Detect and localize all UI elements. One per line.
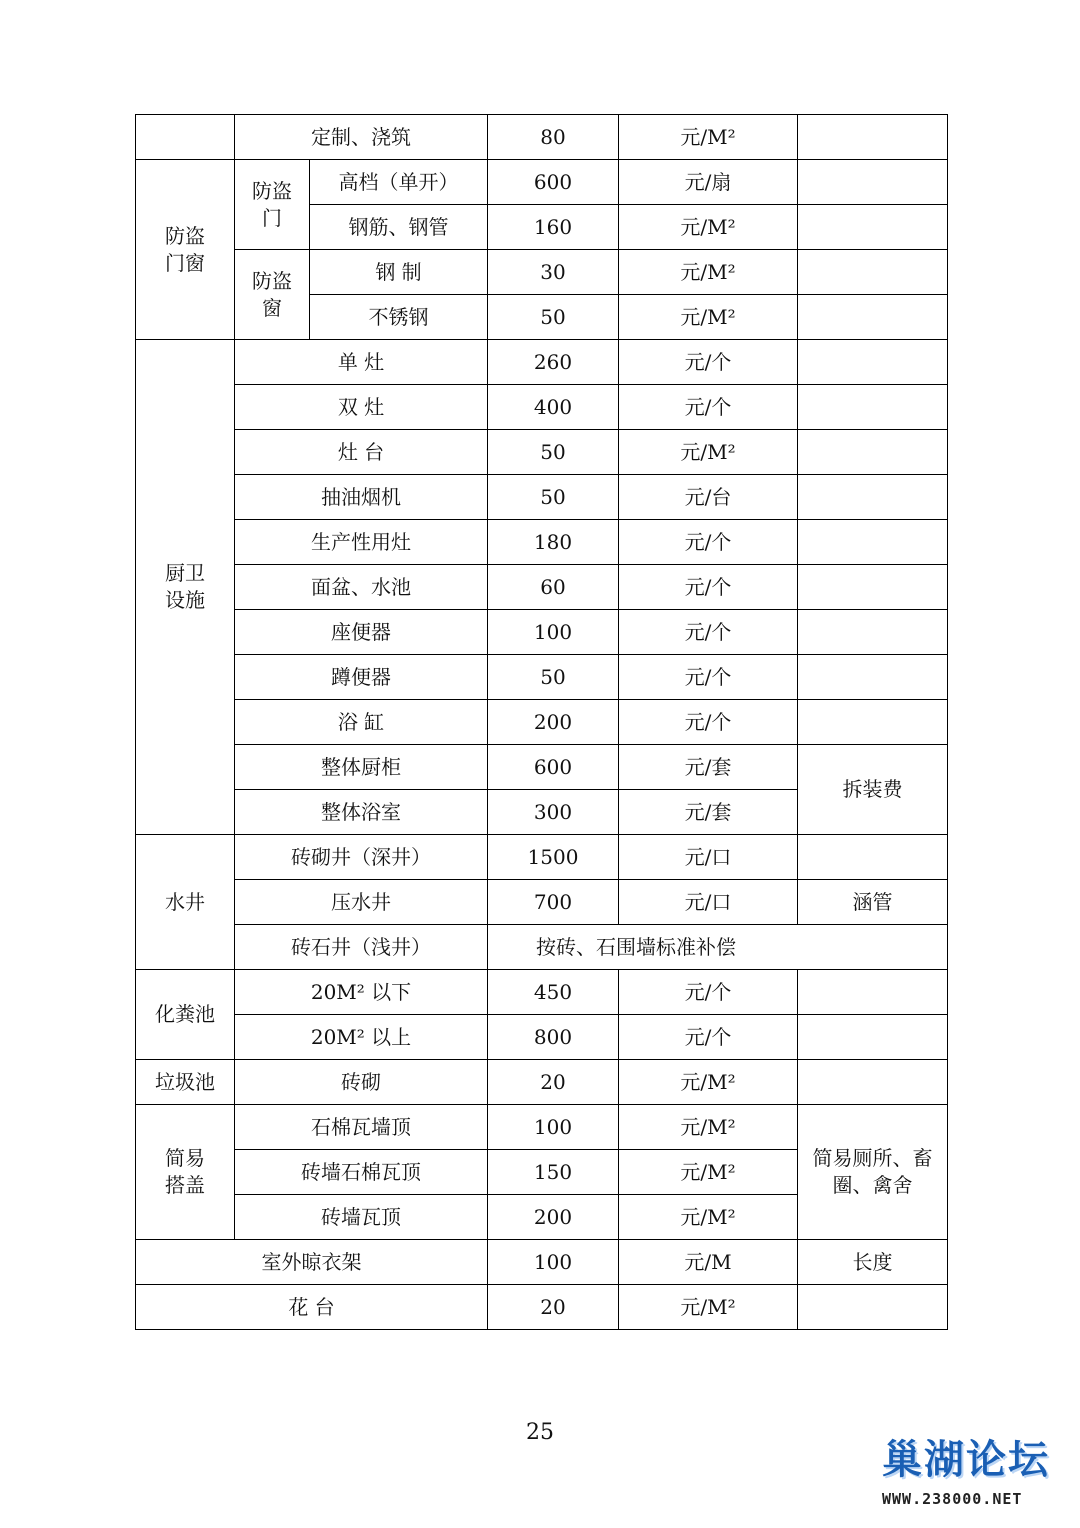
item-cell: 双 灶 bbox=[235, 385, 488, 430]
table-row bbox=[136, 925, 948, 970]
unit-cell: 元/个 bbox=[619, 610, 798, 655]
unit-cell: 元/M² bbox=[619, 1150, 798, 1195]
note-cell bbox=[798, 700, 948, 745]
unit-cell: 元/套 bbox=[619, 790, 798, 835]
unit-cell: 元/扇 bbox=[619, 160, 798, 205]
subgroup-cell bbox=[235, 250, 310, 340]
value-cell: 100 bbox=[488, 610, 619, 655]
value-cell: 80 bbox=[488, 115, 619, 160]
unit-cell: 元/M² bbox=[619, 1060, 798, 1105]
note-cell bbox=[798, 115, 948, 160]
value-cell: 400 bbox=[488, 385, 619, 430]
unit-cell: 元/个 bbox=[619, 700, 798, 745]
table-row bbox=[136, 385, 948, 430]
item-cell: 浴 缸 bbox=[235, 700, 488, 745]
table-row bbox=[136, 475, 948, 520]
value-cell: 600 bbox=[488, 745, 619, 790]
unit-cell: 元/口 bbox=[619, 835, 798, 880]
table-row bbox=[136, 115, 948, 160]
group-label: 厨卫设施 bbox=[165, 561, 205, 612]
note-cell bbox=[798, 385, 948, 430]
item-cell: 定制、浇筑 bbox=[235, 115, 488, 160]
value-cell: 30 bbox=[488, 250, 619, 295]
note-cell: 拆装费 bbox=[798, 745, 948, 835]
note-cell bbox=[798, 565, 948, 610]
unit-cell: 元/个 bbox=[619, 655, 798, 700]
table-row bbox=[136, 160, 948, 205]
subgroup-cell bbox=[235, 160, 310, 250]
note-cell bbox=[798, 160, 948, 205]
unit-cell: 元/M² bbox=[619, 295, 798, 340]
group-cell bbox=[136, 115, 235, 160]
table-row bbox=[136, 700, 948, 745]
item-cell: 面盆、水池 bbox=[235, 565, 488, 610]
table-row bbox=[136, 565, 948, 610]
unit-cell: 元/M² bbox=[619, 1285, 798, 1330]
table-row bbox=[136, 880, 948, 925]
item-cell: 20M² 以上 bbox=[235, 1015, 488, 1060]
unit-cell: 元/个 bbox=[619, 1015, 798, 1060]
value-cell: 160 bbox=[488, 205, 619, 250]
item-cell: 砖砌井（深井） bbox=[235, 835, 488, 880]
unit-cell: 元/个 bbox=[619, 970, 798, 1015]
note-cell: 长度 bbox=[798, 1240, 948, 1285]
note-cell bbox=[798, 520, 948, 565]
group-cell bbox=[136, 1105, 235, 1240]
unit-cell: 元/M² bbox=[619, 250, 798, 295]
item-cell: 室外晾衣架 bbox=[136, 1240, 488, 1285]
group-cell bbox=[136, 160, 235, 340]
unit-cell: 元/M² bbox=[619, 1195, 798, 1240]
item-cell: 砖墙瓦顶 bbox=[235, 1195, 488, 1240]
value-cell: 450 bbox=[488, 970, 619, 1015]
value-cell: 180 bbox=[488, 520, 619, 565]
unit-cell: 元/个 bbox=[619, 385, 798, 430]
table-row bbox=[136, 1285, 948, 1330]
table-row bbox=[136, 1240, 948, 1285]
table-row bbox=[136, 1060, 948, 1105]
item-cell: 蹲便器 bbox=[235, 655, 488, 700]
note-cell bbox=[798, 1015, 948, 1060]
value-cell: 20 bbox=[488, 1060, 619, 1105]
unit-cell: 元/台 bbox=[619, 475, 798, 520]
value-cell: 50 bbox=[488, 655, 619, 700]
group-cell: 化粪池 bbox=[136, 970, 235, 1060]
note-cell bbox=[798, 1285, 948, 1330]
merged-value-cell: 按砖、石围墙标准补偿 bbox=[488, 925, 948, 970]
value-cell: 300 bbox=[488, 790, 619, 835]
item-cell: 石棉瓦墙顶 bbox=[235, 1105, 488, 1150]
table-row bbox=[136, 1015, 948, 1060]
unit-cell: 元/M² bbox=[619, 205, 798, 250]
fee-table bbox=[135, 114, 948, 1330]
table-row bbox=[136, 745, 948, 790]
note-cell bbox=[798, 340, 948, 385]
value-cell: 700 bbox=[488, 880, 619, 925]
value-cell: 60 bbox=[488, 565, 619, 610]
unit-cell: 元/套 bbox=[619, 745, 798, 790]
unit-cell: 元/个 bbox=[619, 520, 798, 565]
table-row bbox=[136, 1105, 948, 1150]
unit-cell: 元/M² bbox=[619, 115, 798, 160]
group-cell: 水井 bbox=[136, 835, 235, 970]
item-cell: 座便器 bbox=[235, 610, 488, 655]
item-cell: 压水井 bbox=[235, 880, 488, 925]
note-cell bbox=[798, 250, 948, 295]
note-cell bbox=[798, 970, 948, 1015]
group-cell bbox=[136, 340, 235, 835]
note-cell bbox=[798, 430, 948, 475]
note-cell bbox=[798, 205, 948, 250]
item-cell: 单 灶 bbox=[235, 340, 488, 385]
item-cell: 砖石井（浅井） bbox=[235, 925, 488, 970]
value-cell: 100 bbox=[488, 1105, 619, 1150]
value-cell: 20 bbox=[488, 1285, 619, 1330]
table-row bbox=[136, 340, 948, 385]
item-cell: 20M² 以下 bbox=[235, 970, 488, 1015]
value-cell: 600 bbox=[488, 160, 619, 205]
value-cell: 200 bbox=[488, 1195, 619, 1240]
note-cell bbox=[798, 1060, 948, 1105]
item-cell: 花 台 bbox=[136, 1285, 488, 1330]
note-cell: 涵管 bbox=[798, 880, 948, 925]
item-cell: 钢 制 bbox=[310, 250, 488, 295]
item-cell: 不锈钢 bbox=[310, 295, 488, 340]
table-row bbox=[136, 655, 948, 700]
item-cell: 整体厨柜 bbox=[235, 745, 488, 790]
note-cell: 简易厕所、畜圈、禽舍 bbox=[798, 1105, 948, 1240]
item-cell: 高档（单开） bbox=[310, 160, 488, 205]
unit-cell: 元/M² bbox=[619, 1105, 798, 1150]
value-cell: 100 bbox=[488, 1240, 619, 1285]
note-cell bbox=[798, 835, 948, 880]
item-cell: 灶 台 bbox=[235, 430, 488, 475]
page-number: 25 bbox=[526, 1420, 554, 1445]
table-row bbox=[136, 430, 948, 475]
item-cell: 生产性用灶 bbox=[235, 520, 488, 565]
table-row bbox=[136, 520, 948, 565]
subgroup-label: 防盗门 bbox=[252, 178, 292, 230]
value-cell: 260 bbox=[488, 340, 619, 385]
table-row bbox=[136, 970, 948, 1015]
unit-cell: 元/个 bbox=[619, 565, 798, 610]
table-row bbox=[136, 835, 948, 880]
value-cell: 50 bbox=[488, 475, 619, 520]
unit-cell: 元/口 bbox=[619, 880, 798, 925]
value-cell: 50 bbox=[488, 295, 619, 340]
watermark-logo: 巢湖论坛 bbox=[882, 1437, 1050, 1483]
unit-cell: 元/M bbox=[619, 1240, 798, 1285]
group-cell: 垃圾池 bbox=[136, 1060, 235, 1105]
subgroup-label: 防盗窗 bbox=[252, 268, 292, 320]
unit-cell: 元/M² bbox=[619, 430, 798, 475]
note-cell bbox=[798, 655, 948, 700]
item-cell: 抽油烟机 bbox=[235, 475, 488, 520]
item-cell: 砖砌 bbox=[235, 1060, 488, 1105]
note-cell bbox=[798, 475, 948, 520]
watermark bbox=[882, 1436, 1072, 1522]
table-row bbox=[136, 610, 948, 655]
group-label: 防盗门窗 bbox=[165, 223, 205, 275]
item-cell: 钢筋、钢管 bbox=[310, 205, 488, 250]
table-row bbox=[136, 250, 948, 295]
item-cell: 整体浴室 bbox=[235, 790, 488, 835]
note-cell bbox=[798, 295, 948, 340]
value-cell: 1500 bbox=[488, 835, 619, 880]
value-cell: 50 bbox=[488, 430, 619, 475]
value-cell: 150 bbox=[488, 1150, 619, 1195]
watermark-url: WWW.238000.NET bbox=[882, 1490, 1023, 1508]
note-cell bbox=[798, 610, 948, 655]
value-cell: 800 bbox=[488, 1015, 619, 1060]
unit-cell: 元/个 bbox=[619, 340, 798, 385]
value-cell: 200 bbox=[488, 700, 619, 745]
group-label: 简易搭盖 bbox=[165, 1146, 205, 1197]
item-cell: 砖墙石棉瓦顶 bbox=[235, 1150, 488, 1195]
